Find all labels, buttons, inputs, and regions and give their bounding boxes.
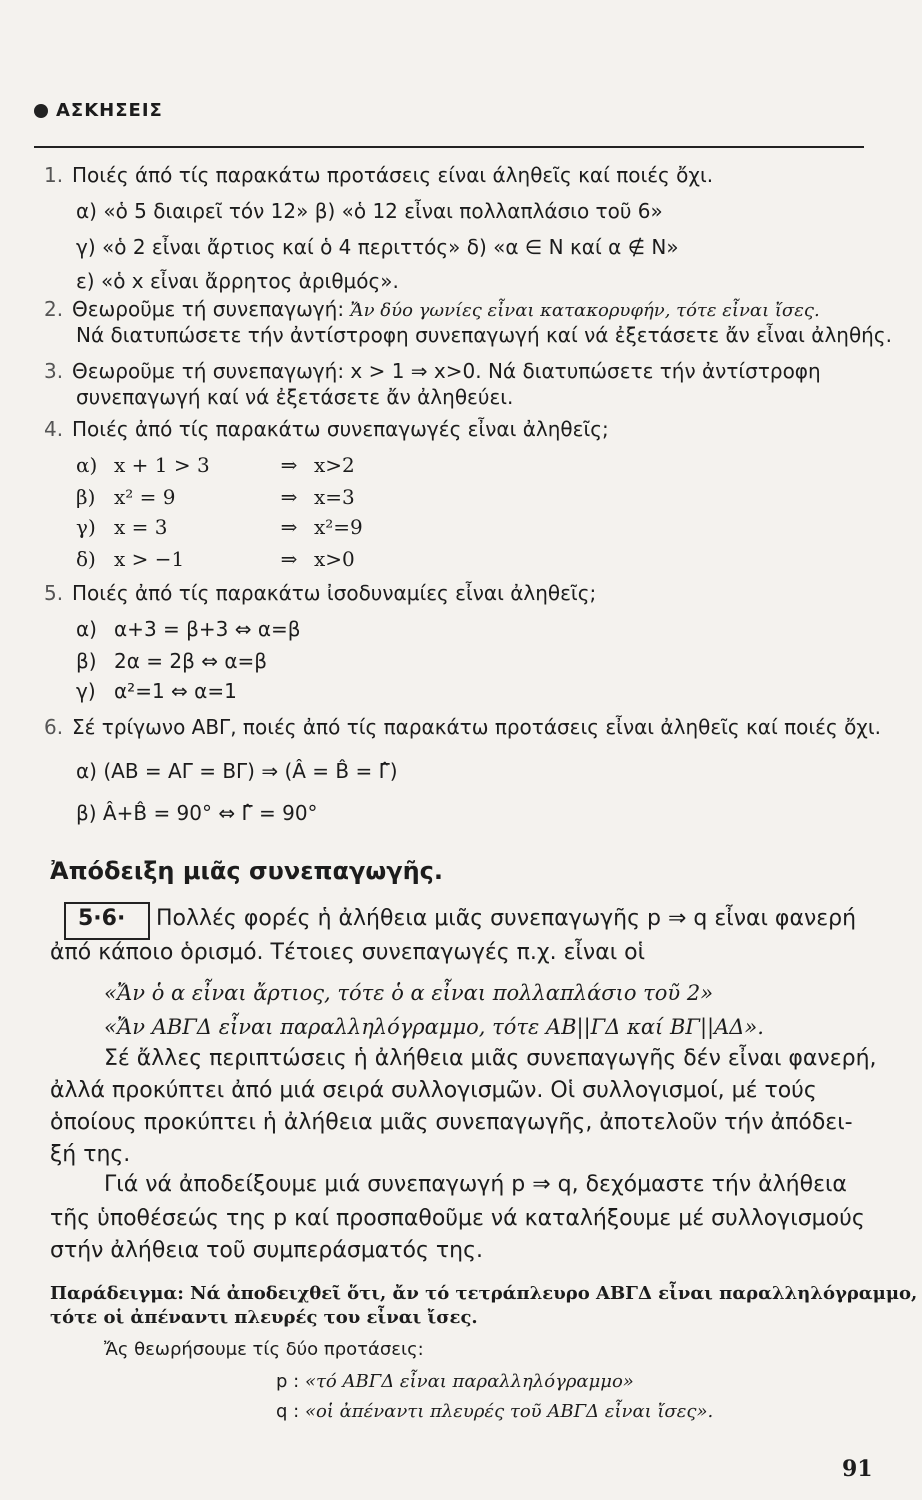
exercise-text: Ποιές ἀπό τίς παρακάτω ἰσοδυναμίες εἶναι ἀληθεῖς; [72,581,597,605]
paragraph-label: 5·6· [78,906,126,931]
paragraph-line: τῆς ὑποθέσεώς της p καί προσπαθοῦμε νά καταλήξουμε μέ συλλογισμούς [50,1206,865,1231]
example-heading: Παράδειγμα: Νά ἀποδειχθεῖ ὅτι, ἄν τό τετράπλευρο ΑΒΓΔ εἶναι παραλληλόγραμμο, [50,1283,918,1304]
paragraph-line: Γιά νά ἀποδείξουμε μιά συνεπαγωγή p ⇒ q, δεχόμαστε τήν ἀλήθεια [104,1172,847,1197]
exercise-2-line-2: Νά διατυπώσετε τήν ἀντίστροφη συνεπαγωγή καί νά ἐξετάσετε ἄν εἶναι ἀληθής. [76,323,892,347]
proposition-q [276,1400,713,1424]
implies-arrow: ⇒ [280,547,298,571]
bullet-icon [34,104,48,118]
item-label: β) [76,649,97,673]
page-number: 91 [842,1456,873,1482]
exercise-number: 1. [44,163,64,187]
implies-arrow: ⇒ [280,453,298,477]
item-label: γ) [76,515,96,539]
proposition-text: «οἱ ἀπέναντι πλευρές τοῦ ΑΒΓΔ εἶναι ἴσες». [304,1401,714,1422]
proposition-label: p : [276,1371,300,1392]
item-lhs: x² = 9 [114,485,176,509]
equivalence-row [76,648,267,674]
item-label: β) [76,485,96,509]
exercise-3 [44,358,821,384]
item-label: γ) [76,679,96,703]
example-text: Ἄς θεωρήσουμε τίς δύο προτάσεις: [104,1339,424,1360]
equivalence-row [76,678,237,704]
paragraph-line: στήν ἀλήθεια τοῦ συμπεράσματός της. [50,1238,484,1263]
exercise-number: 4. [44,417,64,441]
exercise-text: Θεωροῦμε τή συνεπαγωγή: x > 1 ⇒ x>0. Νά διατυπώσετε τήν ἀντίστροφη [72,359,821,383]
exercise-2 [44,296,820,324]
exercise-4 [44,416,609,442]
exercise-italic-text: Ἄν δύο γωνίες εἶναι κατακορυφήν, τότε εἶναι ἴσες. [350,300,820,321]
item-label: δ) [76,547,96,571]
exercise-6-line-b: β) Â+B̂ = 90° ⇔ Γ̂ = 90° [76,801,318,825]
exercise-text: Ποιές ἀπό τίς παρακάτω συνεπαγωγές εἶναι ἀληθεῖς; [72,417,609,441]
paragraph-line: ἀλλά προκύπτει ἀπό μιά σειρά συλλογισμῶν. Οἱ συλλογισμοί, μέ τούς [50,1078,817,1103]
exercise-number: 3. [44,359,64,383]
paragraph-line: ὁποίους προκύπτει ἡ ἀλήθεια μιᾶς συνεπαγωγῆς, ἀποτελοῦν τήν ἀπόδει- [50,1110,853,1135]
exercise-1-line-a: α) «ὁ 5 διαιρεῖ τόν 12» β) «ὁ 12 εἶναι πολλαπλάσιο τοῦ 6» [76,199,663,223]
exercise-1-line-b: γ) «ὁ 2 εἶναι ἄρτιος καί ὁ 4 περιττός» δ) «α ∈ N καί α ∉ N» [76,235,679,259]
exercise-6-line-a: α) (ΑΒ = ΑΓ = ΒΓ) ⇒ (Â = B̂ = Γ̂) [76,759,398,783]
equivalence-row [76,616,301,642]
item-rhs: x>0 [314,547,355,571]
implication-row [76,484,355,510]
example-implication: «Ἄν ὁ α εἶναι ἄρτιος, τότε ὁ α εἶναι πολλαπλάσιο τοῦ 2» [104,981,714,1005]
exercise-number: 5. [44,581,64,605]
paragraph-line: Σέ ἄλλες περιπτώσεις ἡ ἀλήθεια μιᾶς συνεπαγωγῆς δέν εἶναι φανερή, [104,1046,877,1071]
item-label: α) [76,617,97,641]
item-label: α) [76,453,98,477]
section-header: ΑΣΚΗΣΕΙΣ [56,100,163,121]
exercise-1 [44,162,713,188]
proof-section-title: Ἀπόδειξη μιᾶς συνεπαγωγῆς. [50,857,444,885]
proposition-label: q : [276,1401,300,1422]
item-expression: α+3 = β+3 ⇔ α=β [114,617,301,641]
exercise-1-line-c: ε) «ὁ x εἶναι ἄρρητος ἀριθμός». [76,269,399,293]
implication-row [76,452,355,478]
item-expression: α²=1 ⇔ α=1 [114,679,237,703]
paragraph-line: Πολλές φορές ἡ ἀλήθεια μιᾶς συνεπαγωγῆς p ⇒ q εἶναι φανερή [156,906,857,931]
paragraph-line: ξή της. [50,1142,131,1167]
exercise-6 [44,714,881,740]
exercise-3-line-2: συνεπαγωγή καί νά ἐξετάσετε ἄν ἀληθεύει. [76,385,514,409]
exercise-text: Θεωροῦμε τή συνεπαγωγή: [72,297,345,321]
example-implication: «Ἄν ΑΒΓΔ εἶναι παραλληλόγραμμο, τότε ΑΒ||ΓΔ καί ΒΓ||ΑΔ». [104,1015,764,1039]
item-lhs: x = 3 [114,515,168,539]
implication-row [76,546,355,572]
proposition-text: «τό ΑΒΓΔ εἶναι παραλληλόγραμμο» [304,1371,634,1392]
item-lhs: x > −1 [114,547,185,571]
exercise-5 [44,580,596,606]
paragraph-line: ἀπό κάποιο ὁρισμό. Τέτοιες συνεπαγωγές π.χ. εἶναι οἱ [50,940,646,965]
proposition-p [276,1370,634,1394]
item-expression: 2α = 2β ⇔ α=β [114,649,268,673]
implies-arrow: ⇒ [280,515,298,539]
item-lhs: x + 1 > 3 [114,453,210,477]
exercise-text: Σέ τρίγωνο ΑΒΓ, ποιές ἀπό τίς παρακάτω προτάσεις εἶναι ἀληθεῖς καί ποιές ὄχι. [72,715,881,739]
exercise-number: 2. [44,297,64,321]
item-rhs: x=3 [314,485,355,509]
item-rhs: x>2 [314,453,355,477]
implies-arrow: ⇒ [280,485,298,509]
exercise-number: 6. [44,715,64,739]
implication-row [76,514,363,540]
item-rhs: x²=9 [314,515,363,539]
example-heading-line-2: τότε οἱ ἀπέναντι πλευρές του εἶναι ἴσες. [50,1307,478,1328]
exercise-text: Ποιές άπό τίς παρακάτω προτάσεις είναι άληθεῖς καί ποιές ὄχι. [72,163,714,187]
header-rule [34,146,864,148]
